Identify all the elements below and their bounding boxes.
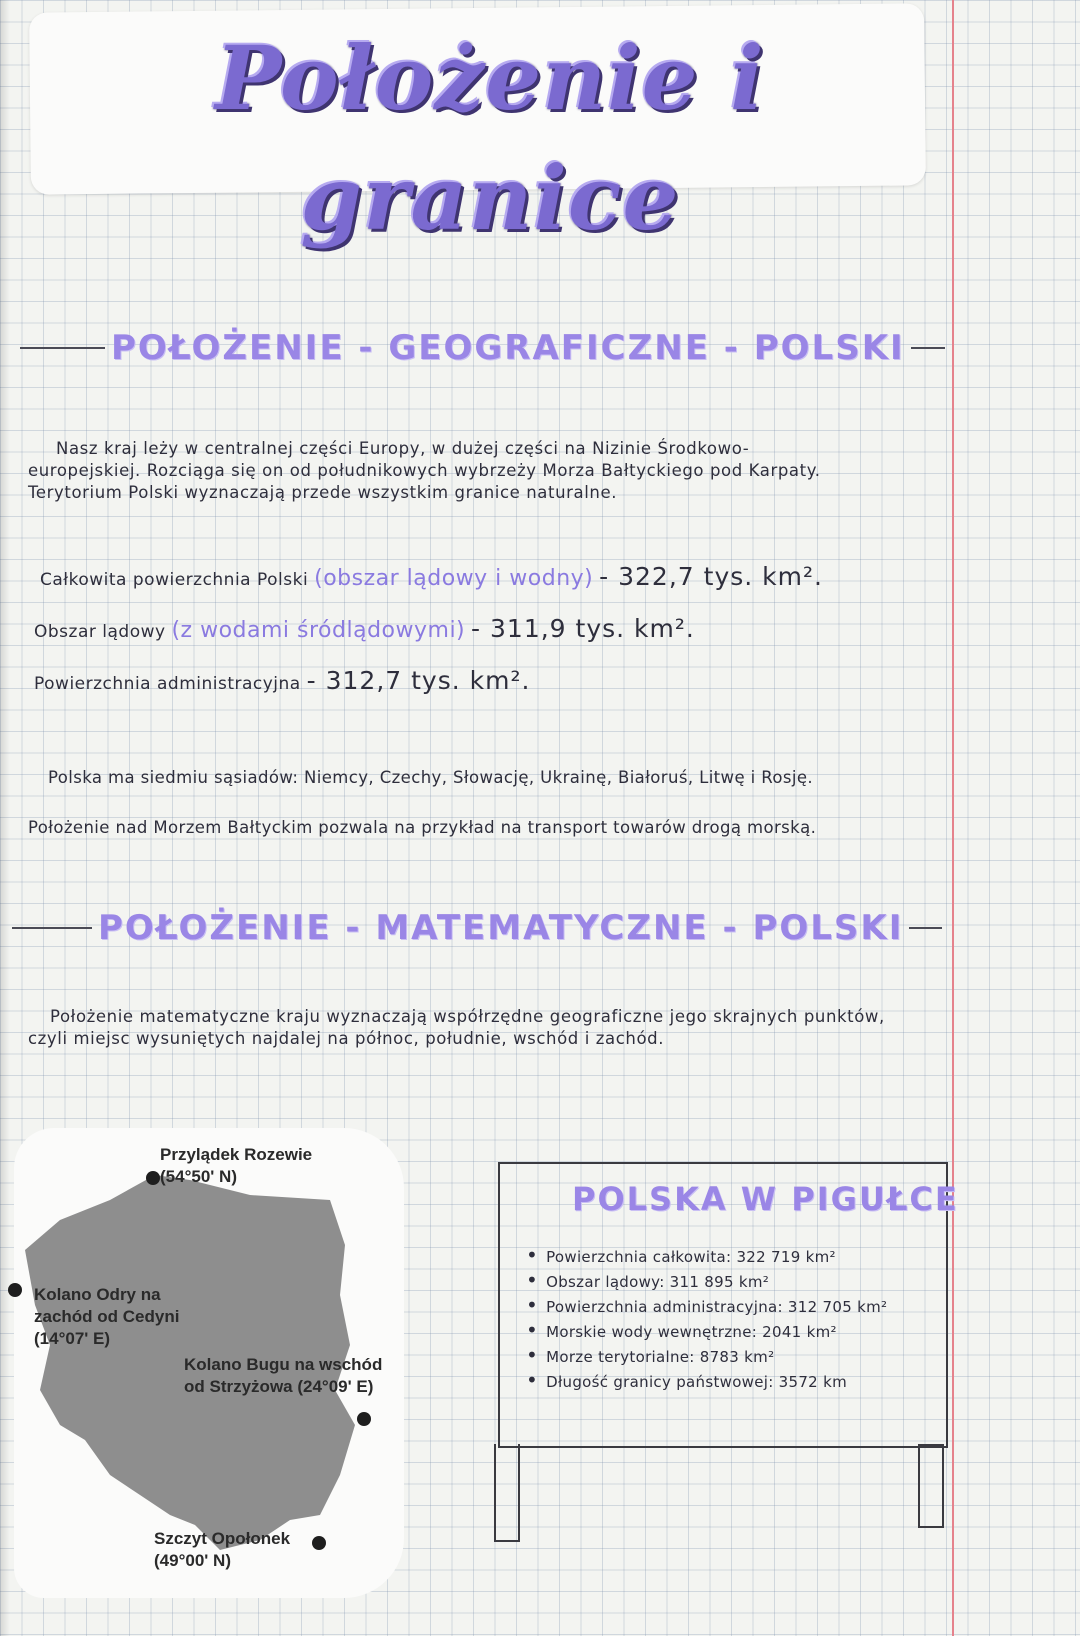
label-line: (54°50' N) — [160, 1167, 237, 1186]
stat-label: Całkowita powierzchnia Polski — [40, 570, 309, 590]
stat-value: - 322,7 tys. km². — [599, 562, 823, 591]
list-item: • Powierzchnia całkowita: 322 719 km² — [526, 1244, 887, 1269]
facts-box-leg-left — [494, 1444, 520, 1542]
facts-list — [526, 1244, 887, 1394]
label-line: zachód od Cedyni — [34, 1307, 180, 1326]
paragraph-line: czyli miejsc wysuniętych najdalej na północ, południe, wschód i zachód. — [28, 1029, 665, 1048]
label-line: Kolano Bugu na wschód — [184, 1355, 383, 1374]
north-point-dot — [146, 1171, 160, 1185]
paragraph-line: Nasz kraj leży w centralnej części Europy, w dużej części na Nizinie Środkowo- — [56, 439, 750, 458]
stat-value: - 311,9 tys. km². — [471, 614, 695, 643]
heading-rule-right — [909, 927, 942, 929]
list-item: • Długość granicy państwowej: 3572 km — [526, 1369, 887, 1394]
heading-geographic-text: POŁOŻENIE - GEOGRAFICZNE - POLSKI — [111, 328, 905, 368]
stat-paren: (z wodami śródlądowymi) — [171, 618, 466, 643]
list-item: • Morskie wody wewnętrzne: 2041 km² — [526, 1319, 887, 1344]
neighbors-text: Polska ma siedmiu sąsiadów: Niemcy, Czechy, Słowację, Ukrainę, Białoruś, Litwę i Rosję. — [48, 768, 814, 787]
stat-paren: (obszar lądowy i wodny) — [314, 566, 594, 591]
paragraph-line: europejskiej. Rozciąga się on od południkowych wybrzeży Morza Bałtyckiego pod Karpaty. — [28, 461, 821, 480]
section-heading-geographic — [20, 326, 945, 370]
west-point-dot — [8, 1283, 22, 1297]
label-line: Kolano Odry na — [34, 1285, 161, 1304]
stat-total-area — [40, 562, 823, 591]
label-line: Szczyt Opołonek — [154, 1529, 291, 1548]
label-line: (14°07' E) — [34, 1329, 111, 1348]
south-point-label — [154, 1528, 290, 1572]
margin-line — [952, 0, 954, 1636]
paragraph-line: Terytorium Polski wyznaczają przede wszystkim granice naturalne. — [28, 483, 618, 502]
facts-title: POLSKA W PIGUŁCE — [572, 1180, 959, 1218]
page-edge-shadow — [0, 0, 10, 1636]
geographic-paragraph — [28, 438, 928, 504]
west-point-label — [34, 1284, 179, 1350]
south-point-dot — [312, 1536, 326, 1550]
list-item: • Powierzchnia administracyjna: 312 705 km² — [526, 1294, 887, 1319]
heading-rule-left — [20, 347, 105, 349]
heading-rule-right — [911, 347, 945, 349]
label-line: Przylądek Rozewie — [160, 1145, 313, 1164]
north-point-label — [160, 1144, 312, 1188]
stat-land-area — [34, 614, 695, 643]
stat-admin-area — [34, 666, 530, 695]
list-item: • Morze terytorialne: 8783 km² — [526, 1344, 887, 1369]
list-item: • Obszar lądowy: 311 895 km² — [526, 1269, 887, 1294]
east-point-label — [184, 1354, 382, 1398]
heading-rule-left — [12, 927, 92, 929]
stat-label: Obszar lądowy — [34, 622, 166, 642]
page-title: Położenie i granice — [215, 26, 765, 250]
heading-mathematical-text: POŁOŻENIE - MATEMATYCZNE - POLSKI — [98, 908, 904, 948]
mathematical-paragraph — [28, 1006, 948, 1050]
facts-box-leg-right — [918, 1444, 944, 1528]
label-line: (49°00' N) — [154, 1551, 231, 1570]
section-heading-mathematical — [12, 906, 942, 950]
sea-text: Położenie nad Morzem Bałtyckim pozwala na przykład na transport towarów drogą morską. — [28, 818, 817, 837]
label-line: od Strzyżowa (24°09' E) — [184, 1377, 374, 1396]
paragraph-line: Położenie matematyczne kraju wyznaczają współrzędne geograficzne jego skrajnych punktów, — [50, 1007, 885, 1026]
stat-value: - 312,7 tys. km². — [306, 666, 531, 695]
east-point-dot — [357, 1412, 371, 1426]
stat-label: Powierzchnia administracyjna — [34, 674, 301, 694]
